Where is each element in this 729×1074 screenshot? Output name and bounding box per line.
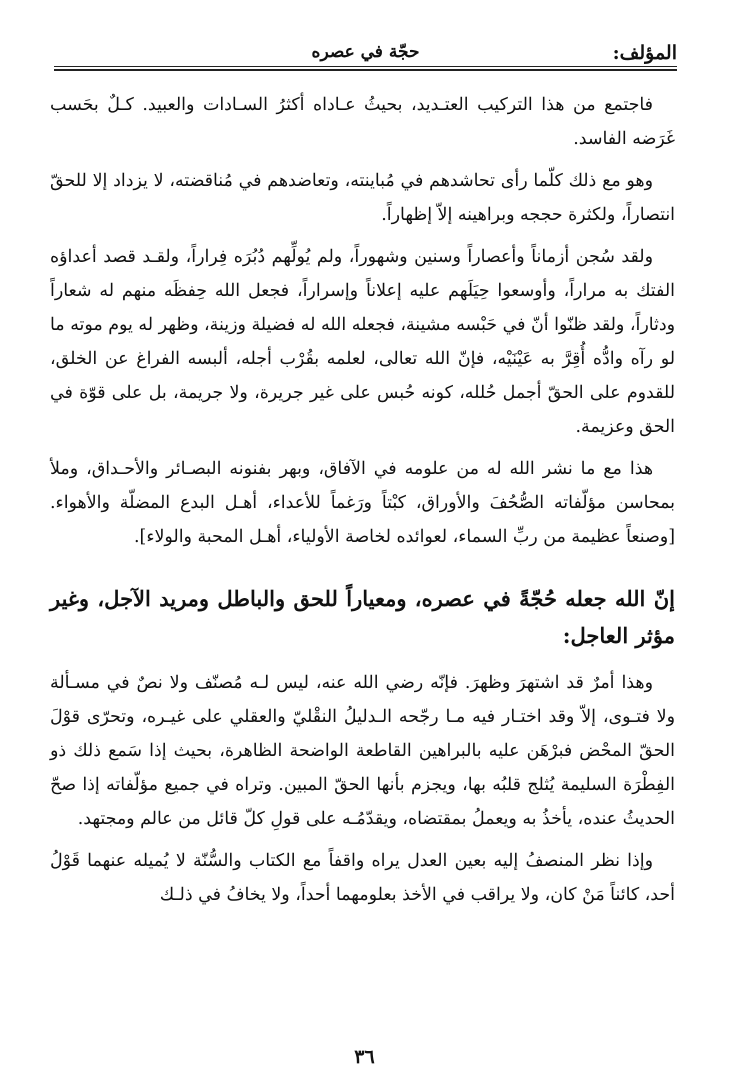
header-divider bbox=[54, 66, 677, 71]
paragraph: فاجتمع من هذا التركيب العتـديد، بحيثُ عـاداه أكثرُ السـادات والعبيد. كـلٌ بحَسب غَرَضه الفاسد. bbox=[50, 95, 675, 149]
paragraph: هذا مع ما نشر الله له من علومه في الآفاق، وبهر بفنونه البصـائر والأحـداق، وملأ بمحاسن مؤلّفاته الصُّحُفَ والأوراق، كبْتاً ورَغماً للأعداء، أهـل البدع المضلّة والأهواء. [وصنعاً عظيمة من ربِّ السماء، لعوائده لخاصة الأولياء، أهـل المحبة والولاء]. bbox=[50, 459, 675, 547]
running-header-author: المؤلف: bbox=[612, 42, 677, 64]
paragraph: وهذا أمرٌ قد اشتهرَ وظهرَ. فإنّه رضي الله عنه، ليس لـه مُصنّف ولا نصٌ في مسـألة ولا فتـوى، إلاّ وقد اختـار فيه مـا رجّحه الـدليلُ النقْليّ والعقلي على غيـره، وتحرّى قوْلَ الحقّ المحْض فبرْهَن عليه بالبراهين القاطعة الواضحة الظاهرة، بحيث إذا سَمع ذلك ذو الفِطْرَة السليمة يُثلج قلبُه بها، ويجزم بأنها الحقّ المبين. وتراه في جميع مؤلّفاته إذا صحّ الحديثُ عنده، يأخذُ به ويعملُ بمقتضاه، ويقدّمُـه على قولِ كلّ قائل من عالم ومجتهد. bbox=[50, 673, 675, 829]
paragraph: وإذا نظر المنصفُ إليه بعين العدل يراه واقفاً مع الكتاب والسُّنّة لا يُميله عنهما قَوْلُ أحد، كائناً مَنْ كان، ولا يراقب في الأخذ بعلومهما أحداً، ولا يخافُ في ذلـك bbox=[50, 851, 675, 905]
paragraph: وهو مع ذلك كلّما رأى تحاشدهم في مُباينته، وتعاضدهم في مُناقضته، لا يزداد إلا للحقّ انتصاراً، ولكثرة حججه وبراهينه إلاّ إظهاراً. bbox=[50, 171, 675, 225]
running-header bbox=[54, 38, 677, 64]
section-heading: إنّ الله جعله حُجّةً في عصره، ومعياراً للحق والباطل ومريد الآجل، وغير مؤثر العاجل: bbox=[50, 586, 675, 648]
running-header-title: حجّة في عصره bbox=[311, 42, 420, 62]
body-text bbox=[50, 88, 675, 920]
page-number: ٣٦ bbox=[354, 1046, 375, 1068]
paragraph: ولقد سُجن أزماناً وأعصاراً وسنين وشهوراً، ولم يُولِّهم دُبُرَه فِراراً، ولقـد قصد أعداؤه الفتك به مراراً، وأوسعوا حِيَلَهم عليه إعلاناً وإسراراً، فجعل الله حِفظَه منهم له شعاراً ودثاراً، ولقد ظنّوا أنّ في حَبْسه مشينة، فجعله الله له فضيلة وزينة، وظهر له يوم موته ما لو رآه وادُّه أُقِرَّ به عَيْنَيْه، فإنّ الله تعالى، لعلمه بقُرْب أجله، ألبسه الفراغ عن الخلق، للقدوم على الحقّ أجمل حُلله، كونه حُبس على غير جريرة، ولا جريمة، بل على قوّة في الحق وعزيمة. bbox=[50, 247, 675, 437]
